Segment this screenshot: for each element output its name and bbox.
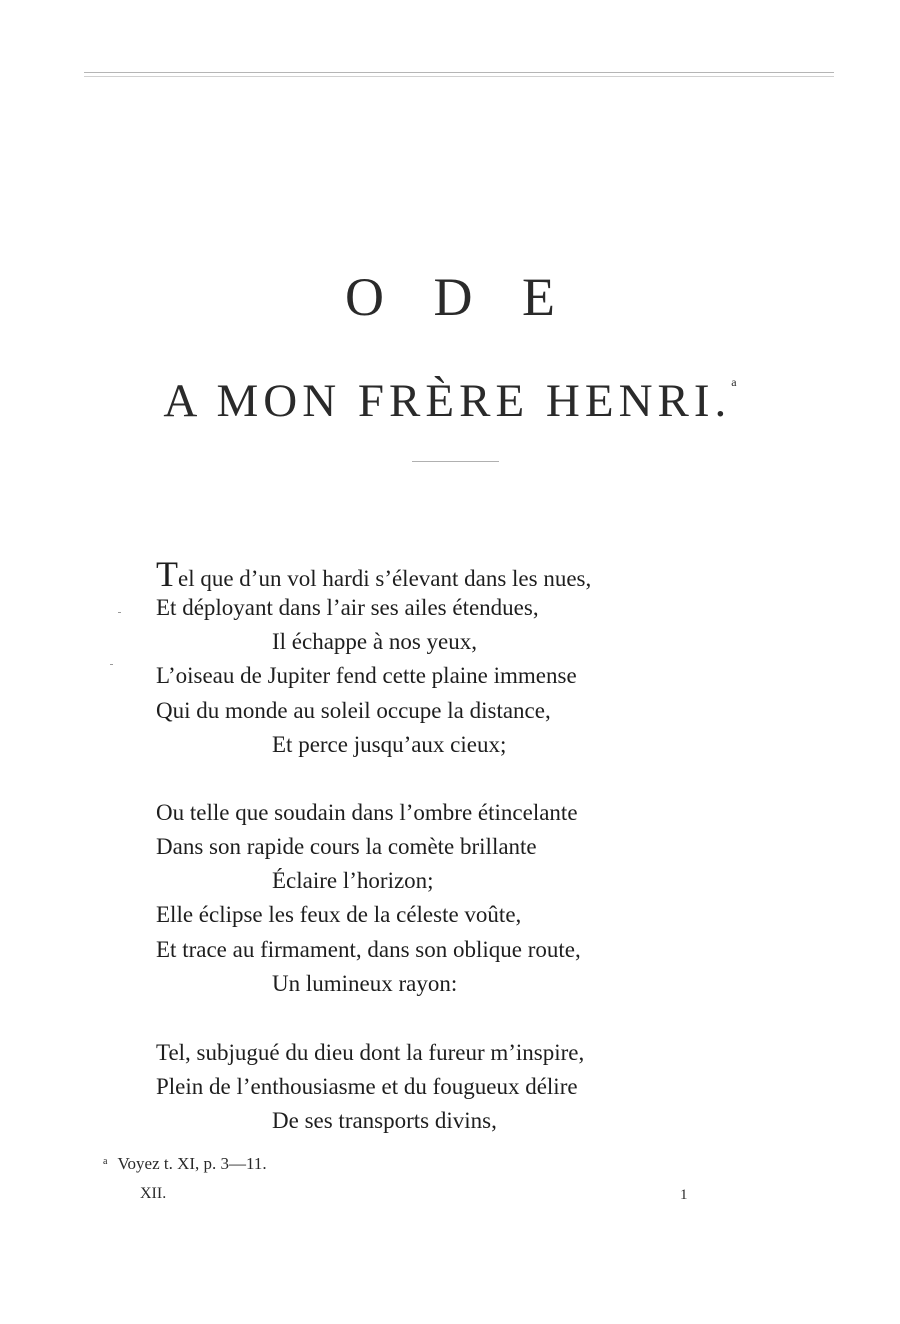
title-footnote-marker: a [731, 375, 737, 389]
verse-line-6: Et perce jusqu’aux cieux; [272, 732, 507, 757]
verse-line-2: Et déployant dans l’air ses ailes étendues, [156, 595, 539, 620]
verse-line-11: Et trace au firmament, dans son oblique route, [156, 937, 581, 962]
verse-line-10: Elle éclipse les feux de la céleste voûte, [156, 902, 522, 927]
page-number: 1 [680, 1187, 688, 1203]
verse-line-5: Qui du monde au soleil occupe la distance, [156, 698, 551, 723]
paper-speck [118, 612, 121, 613]
title-separator-rule [412, 461, 499, 462]
top-rule [84, 72, 834, 73]
footnote [103, 1150, 267, 1176]
verse-line-9: Éclaire l’horizon; [272, 868, 434, 893]
title-dedication [0, 350, 900, 433]
signature-mark: XII. [140, 1185, 167, 1202]
verse-line-1-text: el que d’un vol hardi s’élevant dans les nues, [178, 566, 592, 591]
verse-line-8: Dans son rapide cours la comète brillante [156, 834, 537, 859]
verse-line-4: L’oiseau de Jupiter fend cette plaine immense [156, 663, 577, 688]
verse-line-12: Un lumineux rayon: [272, 971, 458, 996]
title-dedication-text: A MON FRÈRE HENRI. [163, 375, 732, 427]
verse-line-15: De ses transports divins, [272, 1108, 497, 1133]
footnote-text: Voyez t. XI, p. 3—11. [117, 1154, 267, 1173]
paper-speck [110, 664, 113, 665]
title-ode: O D E [345, 267, 573, 327]
verse-line-7: Ou telle que soudain dans l’ombre étincelante [156, 800, 578, 825]
top-rule-secondary [84, 76, 834, 77]
verse-line-14: Plein de l’enthousiasme et du fougueux délire [156, 1074, 578, 1099]
verse-line-3: Il échappe à nos yeux, [272, 629, 478, 654]
verse-line-13: Tel, subjugué du dieu dont la fureur m’inspire, [156, 1040, 585, 1065]
drop-cap: T [156, 554, 178, 594]
footnote-marker: a [103, 1156, 108, 1167]
